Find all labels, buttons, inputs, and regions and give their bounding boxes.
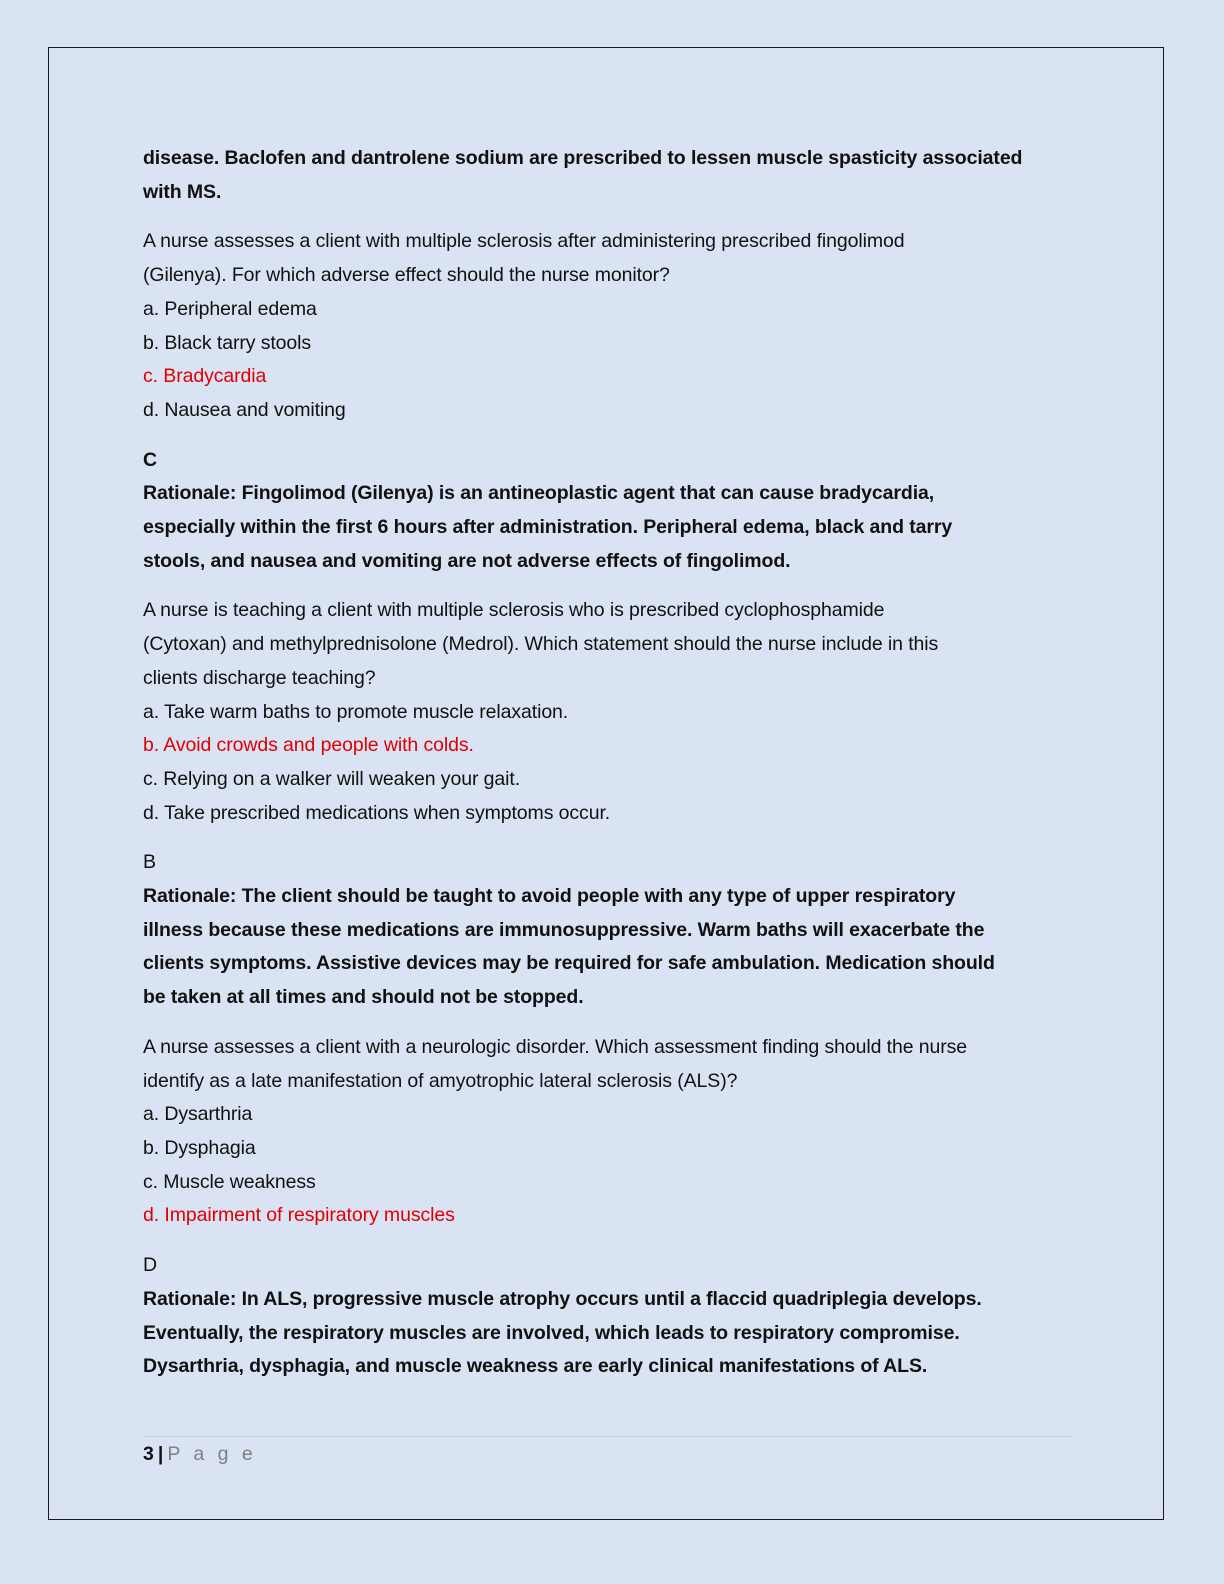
rationale-line: Rationale: In ALS, progressive muscle atrophy occurs until a flaccid quadriplegia develops. (143, 1287, 982, 1310)
answer-key: C (143, 448, 157, 471)
answer-option: d. Nausea and vomiting (143, 398, 346, 421)
rationale-line: clients symptoms. Assistive devices may be required for safe ambulation. Medication should (143, 952, 995, 975)
question-stem-line: clients discharge teaching? (143, 666, 376, 689)
answer-option: c. Muscle weakness (143, 1170, 316, 1193)
rationale-line: Rationale: The client should be taught to avoid people with any type of upper respiratory (143, 885, 956, 908)
rationale-line: illness because these medications are immunosuppressive. Warm baths will exacerbate the (143, 918, 985, 941)
answer-option: d. Take prescribed medications when symptoms occur. (143, 801, 611, 824)
question-stem-line: A nurse assesses a client with a neurologic disorder. Which assessment finding should the nurse (143, 1035, 968, 1058)
correct-answer-option: c. Bradycardia (143, 365, 267, 388)
answer-option: a. Peripheral edema (143, 297, 317, 320)
page-number: 3 (143, 1443, 154, 1465)
rationale-line: Rationale: Fingolimod (Gilenya) is an antineoplastic agent that can cause bradycardia, (143, 482, 935, 505)
question-stem-line: (Gilenya). For which adverse effect should the nurse monitor? (143, 264, 670, 287)
correct-answer-option: d. Impairment of respiratory muscles (143, 1204, 455, 1227)
question-stem-line: identify as a late manifestation of amyotrophic lateral sclerosis (ALS)? (143, 1069, 738, 1092)
document-body (143, 142, 1078, 1384)
footer-divider (143, 1436, 1073, 1437)
rationale-line: with MS. (143, 180, 222, 203)
question-stem-line: A nurse is teaching a client with multiple sclerosis who is prescribed cyclophosphamide (143, 599, 885, 622)
rationale-line: especially within the first 6 hours after administration. Peripheral edema, black and tarry (143, 516, 953, 539)
answer-key: D (143, 1254, 157, 1277)
page-footer (143, 1440, 257, 1468)
question-cyclophosphamide (143, 594, 1078, 1014)
answer-key: B (143, 851, 156, 874)
page-separator: | (157, 1443, 164, 1465)
question-stem-line: (Cytoxan) and methylprednisolone (Medrol). Which statement should the nurse include in this (143, 633, 939, 656)
previous-rationale (143, 142, 1078, 209)
question-als (143, 1031, 1078, 1384)
answer-option: c. Relying on a walker will weaken your gait. (143, 767, 521, 790)
rationale-line: Eventually, the respiratory muscles are involved, which leads to respiratory compromise. (143, 1321, 960, 1344)
rationale-line: stools, and nausea and vomiting are not adverse effects of fingolimod. (143, 549, 791, 572)
answer-option: a. Take warm baths to promote muscle relaxation. (143, 700, 569, 723)
answer-option: b. Black tarry stools (143, 331, 312, 354)
rationale-line: Dysarthria, dysphagia, and muscle weakness are early clinical manifestations of ALS. (143, 1355, 928, 1378)
answer-option: b. Dysphagia (143, 1136, 256, 1159)
rationale-line: disease. Baclofen and dantrolene sodium are prescribed to lessen muscle spasticity associated (143, 147, 1023, 169)
answer-option: a. Dysarthria (143, 1103, 253, 1126)
question-fingolimod (143, 225, 1078, 578)
question-stem-line: A nurse assesses a client with multiple sclerosis after administering prescribed fingolimod (143, 230, 905, 253)
rationale-line: be taken at all times and should not be stopped. (143, 986, 584, 1009)
correct-answer-option: b. Avoid crowds and people with colds. (143, 734, 474, 757)
page-label: P a g e (167, 1443, 257, 1465)
